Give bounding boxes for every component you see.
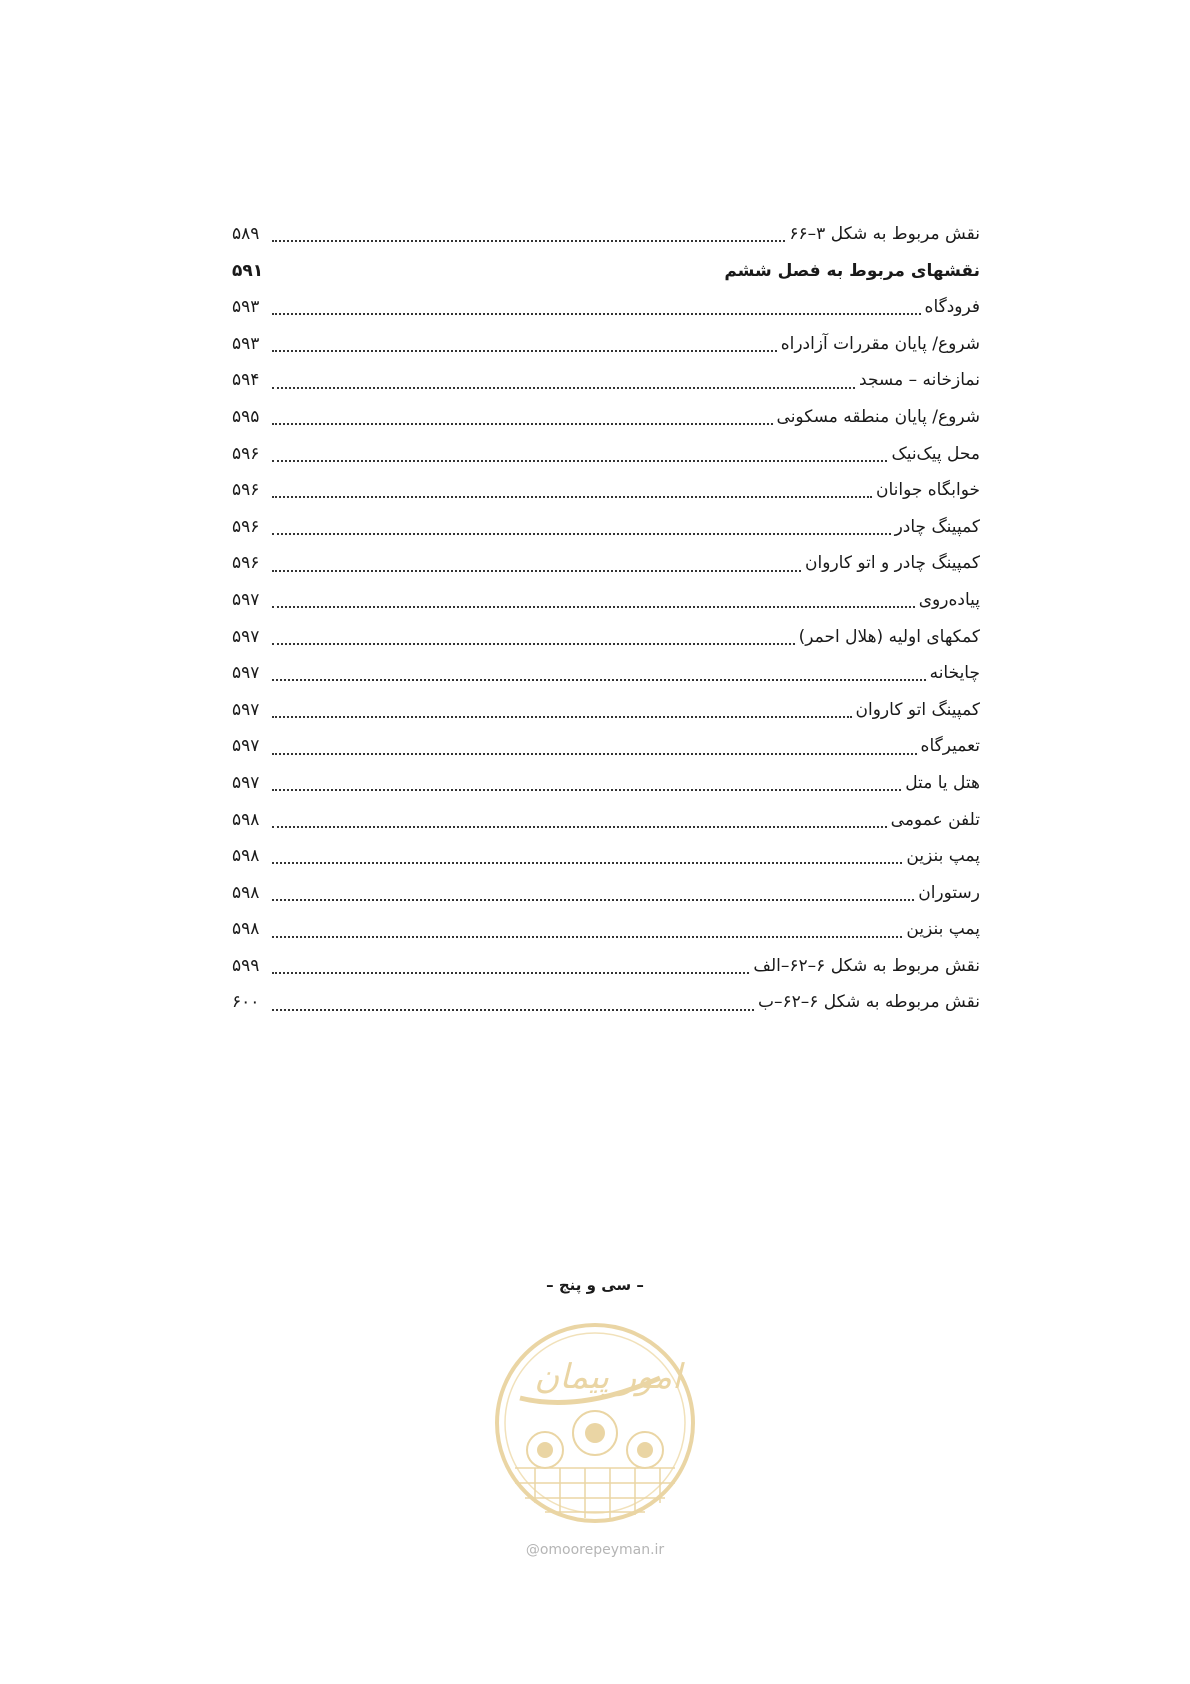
dot-leader bbox=[272, 533, 891, 535]
toc-entry bbox=[232, 728, 980, 765]
watermark-logo bbox=[490, 1318, 700, 1528]
toc-entry-title: چایخانه bbox=[929, 663, 980, 684]
toc-entry-title: کمپینگ اتو کاروان bbox=[855, 699, 980, 720]
dot-leader bbox=[272, 972, 749, 974]
toc-entry bbox=[232, 838, 980, 875]
toc-entry-page: ۵۹۷ bbox=[232, 736, 260, 757]
toc-entry-title: نقشهای مربوط به فصل ششم bbox=[724, 260, 980, 281]
toc-entry-page: ۵۹۷ bbox=[232, 589, 260, 610]
dot-leader bbox=[272, 679, 926, 681]
toc-entry-title: پمپ بنزین bbox=[906, 919, 980, 940]
toc-entry-page: ۵۹۱ bbox=[232, 260, 264, 281]
toc-entry bbox=[232, 911, 980, 948]
dot-leader bbox=[272, 753, 917, 755]
toc-entry-title: کمپینگ چادر bbox=[894, 516, 980, 537]
toc-entry bbox=[232, 289, 980, 326]
dot-leader bbox=[272, 789, 901, 791]
toc-entry bbox=[232, 362, 980, 399]
toc-entry-page: ۵۹۳ bbox=[232, 333, 260, 354]
toc-entry-title: فرودگاه bbox=[924, 297, 980, 318]
dot-leader bbox=[272, 460, 887, 462]
table-of-contents bbox=[232, 216, 980, 1021]
dot-leader bbox=[272, 606, 915, 608]
toc-entry-title: شروع/ پایان مقررات آزادراه bbox=[780, 333, 980, 354]
toc-entry bbox=[232, 619, 980, 656]
toc-entry-title: کمکهای اولیه (هلال احمر) bbox=[798, 626, 980, 647]
dot-leader bbox=[272, 899, 914, 901]
toc-entry bbox=[232, 326, 980, 363]
toc-entry bbox=[232, 582, 980, 619]
dot-leader bbox=[272, 570, 801, 572]
toc-entry-page: ۵۹۸ bbox=[232, 846, 260, 867]
toc-entry bbox=[232, 984, 980, 1021]
toc-entry-title: پمپ بنزین bbox=[906, 846, 980, 867]
at-icon: @ bbox=[525, 1542, 540, 1558]
dot-leader bbox=[272, 423, 773, 425]
website-watermark: @omoorepeyman.ir bbox=[525, 1542, 665, 1558]
toc-entry-title: خوابگاه جوانان bbox=[875, 480, 980, 501]
toc-entry-page: ۵۹۸ bbox=[232, 882, 260, 903]
toc-entry bbox=[232, 216, 980, 253]
toc-entry bbox=[232, 436, 980, 473]
toc-entry-page: ۵۹۶ bbox=[232, 443, 260, 464]
toc-entry-page: ۵۹۵ bbox=[232, 406, 260, 427]
toc-entry-title: کمپینگ چادر و اتو کاروان bbox=[805, 553, 980, 574]
dot-leader bbox=[272, 387, 855, 389]
toc-entry-title: شروع/ پایان منطقه مسکونی bbox=[776, 406, 980, 427]
toc-entry-page: ۵۹۴ bbox=[232, 370, 260, 391]
toc-entry-page: ۵۹۷ bbox=[232, 699, 260, 720]
toc-entry bbox=[232, 655, 980, 692]
toc-entry-page: ۵۹۳ bbox=[232, 297, 260, 318]
toc-entry bbox=[232, 692, 980, 729]
toc-entry-page: ۵۹۶ bbox=[232, 480, 260, 501]
page-number-label: – سی و پنج – bbox=[546, 1276, 644, 1294]
toc-entry-title: رستوران bbox=[918, 882, 980, 903]
toc-entry-page: ۵۹۸ bbox=[232, 809, 260, 830]
toc-entry bbox=[232, 545, 980, 582]
toc-entry-title: نقش مربوط به شکل ۶–۶۲–الف bbox=[753, 955, 980, 976]
toc-entry-title: تلفن عمومی bbox=[890, 809, 980, 830]
dot-leader bbox=[272, 716, 852, 718]
dot-leader bbox=[272, 496, 872, 498]
toc-entry-page: ۶۰۰ bbox=[232, 992, 260, 1013]
dot-leader bbox=[272, 826, 887, 828]
toc-entry-title: محل پیک‌نیک bbox=[891, 443, 980, 464]
toc-entry-page: ۵۹۷ bbox=[232, 772, 260, 793]
dot-leader bbox=[272, 277, 720, 279]
toc-entry bbox=[232, 472, 980, 509]
toc-entry-page: ۵۹۶ bbox=[232, 516, 260, 537]
toc-entry-page: ۵۹۷ bbox=[232, 663, 260, 684]
toc-entry-title: نقش مربوط به شکل ۳–۶۶ bbox=[789, 224, 980, 244]
toc-entry-title: پیاده‌روی bbox=[918, 589, 980, 610]
toc-entry-page: ۵۹۶ bbox=[232, 553, 260, 574]
toc-entry-title: تعمیرگاه bbox=[920, 736, 980, 757]
toc-entry bbox=[232, 802, 980, 839]
logo-text: امور پیمان bbox=[534, 1357, 682, 1397]
dot-leader bbox=[272, 350, 777, 352]
toc-entry bbox=[232, 948, 980, 985]
dot-leader bbox=[272, 1009, 754, 1011]
toc-entry bbox=[232, 509, 980, 546]
dot-leader bbox=[272, 643, 795, 645]
dot-leader bbox=[272, 313, 921, 315]
toc-entry-page: ۵۹۷ bbox=[232, 626, 260, 647]
dot-leader bbox=[272, 862, 902, 864]
dot-leader bbox=[272, 240, 785, 242]
gear-icons bbox=[537, 1423, 653, 1458]
toc-entry-title: نقش مربوطه به شکل ۶–۶۲–ب bbox=[757, 992, 980, 1013]
toc-entry-page: ۵۹۹ bbox=[232, 955, 260, 976]
dot-leader bbox=[272, 936, 902, 938]
toc-section-heading bbox=[232, 253, 980, 290]
toc-entry-page: ۵۹۸ bbox=[232, 919, 260, 940]
toc-entry bbox=[232, 765, 980, 802]
toc-entry-title: هتل یا متل bbox=[905, 772, 980, 793]
toc-entry bbox=[232, 399, 980, 436]
toc-entry-title: نمازخانه – مسجد bbox=[859, 370, 980, 391]
toc-entry-page: ۵۸۹ bbox=[232, 224, 260, 244]
toc-entry bbox=[232, 875, 980, 912]
